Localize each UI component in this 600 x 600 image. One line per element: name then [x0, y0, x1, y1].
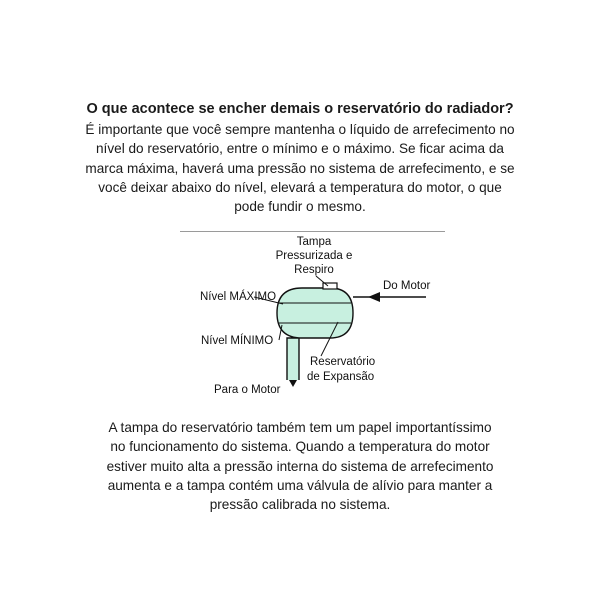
cap-label-line: Pressurizada e — [275, 250, 353, 262]
outlet-arrow — [289, 380, 297, 387]
paragraph-line: É importante que você sempre mantenha o líquido de arrefecimento no — [85, 122, 515, 137]
article-title: O que acontece se encher demais o reservatório do radiador? — [86, 101, 514, 117]
paragraph-line: no funcionamento do sistema. Quando a temperatura do motor — [110, 439, 490, 455]
max-level-label: Nível MÁXIMO — [200, 291, 277, 303]
from-motor-label: Do Motor — [383, 280, 431, 292]
cap-paragraph — [0, 418, 600, 514]
cap-label-line: Tampa — [296, 236, 332, 248]
min-level-label: Nível MÍNIMO — [201, 335, 274, 347]
paragraph-line: você deixar abaixo do nível, elevará a temperatura do motor, o que — [98, 179, 502, 195]
inlet-arrow — [368, 292, 380, 302]
reservoir-label-line: de Expansão — [307, 371, 375, 383]
paragraph-line: nível do reservatório, entre o mínimo e o máximo. Se ficar acima da — [96, 141, 504, 157]
paragraph-line: aumenta e a tampa contém uma válvula de alívio para manter a — [107, 477, 493, 493]
reservoir-label-line: Reservatório — [310, 356, 376, 368]
paragraph-line: A tampa do reservatório também tem um papel importantíssimo — [108, 420, 492, 435]
paragraph-line: estiver muito alta a pressão interna do sistema de arrefecimento — [106, 458, 494, 474]
paragraph-line: marca máxima, haverá uma pressão no sistema de arrefecimento, e se — [85, 160, 515, 176]
cap-label-line: Respiro — [294, 264, 334, 276]
to-motor-label: Para o Motor — [214, 384, 281, 396]
paragraph-line: pressão calibrada no sistema. — [209, 497, 391, 513]
cap-leader — [316, 276, 328, 286]
paragraph-line: pode fundir o mesmo. — [234, 199, 366, 215]
